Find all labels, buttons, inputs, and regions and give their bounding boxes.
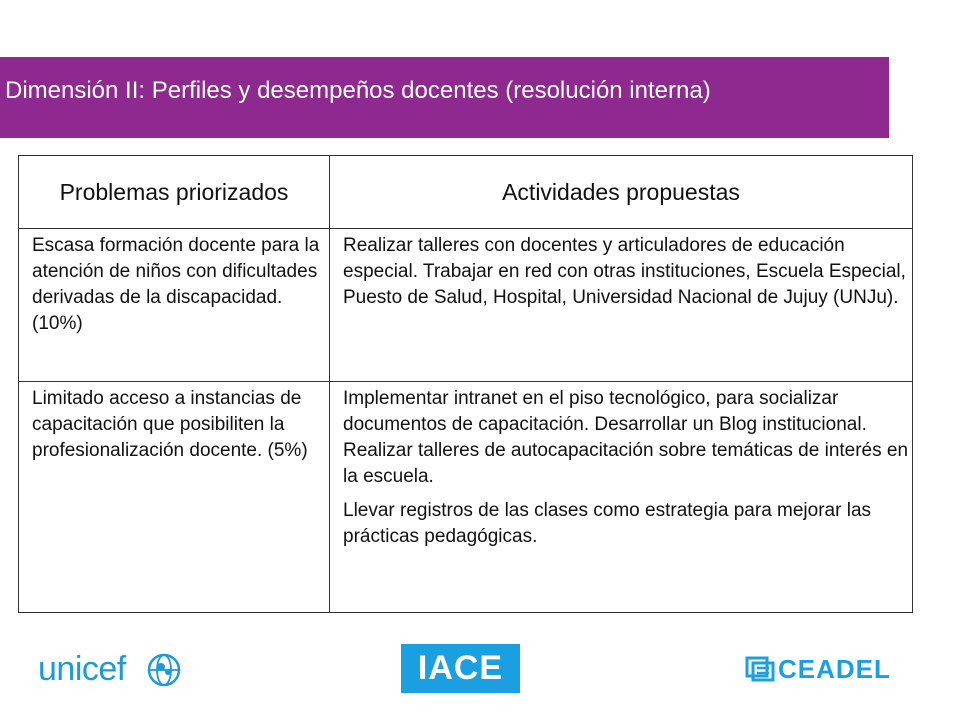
activities-cell (330, 382, 913, 613)
unicef-wordmark: unicef (38, 650, 126, 688)
activity-text: Implementar intranet en el piso tecnológico, para socializar documentos de capacitación. Desarrollar un Blog institucional. Realizar talleres de autocapacitación sobre temáticas de interés en la escuela. (343, 388, 909, 487)
table-row (19, 382, 913, 613)
activity-text: Llevar registros de las clases como estrategia para mejorar las prácticas pedagógicas. (343, 500, 872, 547)
header-activities: Actividades propuestas (330, 156, 913, 229)
activity-text: Realizar talleres con docentes y articuladores de educación especial. Trabajar en red con otras instituciones, Escuela Especial, Puesto de Salud, Hospital, Universidad Nacional de Jujuy (UNJu). (343, 235, 906, 308)
activities-table (18, 155, 913, 613)
problem-cell: Escasa formación docente para la atención de niños con dificultades derivadas de la discapacidad. (10%) (19, 229, 330, 382)
ceadel-mark-icon (745, 656, 775, 682)
header-problems: Problemas priorizados (19, 156, 330, 229)
activities-cell (330, 229, 913, 382)
unicef-logo (38, 652, 183, 692)
slide-title: Dimensión II: Perfiles y desempeños docentes (resolución interna) (5, 77, 711, 104)
ceadel-logo (745, 652, 895, 688)
iace-logo: IACE (401, 644, 520, 693)
unicef-globe-icon (146, 652, 182, 688)
problem-cell: Limitado acceso a instancias de capacitación que posibiliten la profesionalización docente. (5%) (19, 382, 330, 613)
table-row (19, 229, 913, 382)
table-header-row (19, 156, 913, 229)
ceadel-wordmark: CEADEL (778, 654, 891, 684)
